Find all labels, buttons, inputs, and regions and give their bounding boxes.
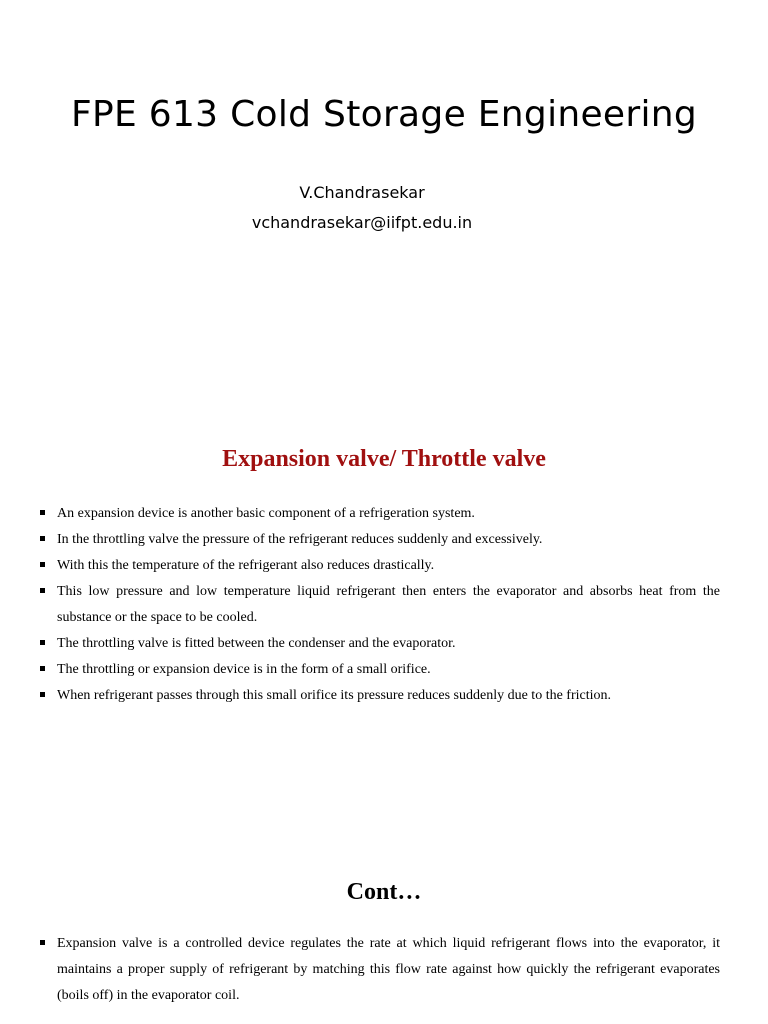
list-item: [40, 931, 720, 1009]
bullet-text: In the throttling valve the pressure of the refrigerant reduces suddenly and excessively.: [57, 532, 543, 547]
square-bullet-icon: [40, 588, 45, 593]
bullet-list: [40, 931, 720, 1009]
list-item: [40, 527, 720, 553]
square-bullet-icon: [40, 940, 45, 945]
bullet-text: The throttling or expansion device is in the form of a small orifice.: [57, 662, 431, 677]
bullet-text: This low pressure and low temperature liquid refrigerant then enters the evaporator and absorbs heat from the substance or the space to be cooled.: [57, 584, 720, 625]
page-title: FPE 613 Cold Storage Engineering: [70, 94, 698, 135]
title-slide: [0, 0, 768, 400]
list-item: [40, 683, 720, 709]
list-item: [40, 657, 720, 683]
author-block: [0, 178, 724, 238]
cont-slide: [0, 860, 768, 1024]
author-email: vchandrasekar@iifpt.edu.in: [251, 213, 473, 232]
bullet-text: Expansion valve is a controlled device regulates the rate at which liquid refrigerant flows into the evaporator, it maintains a proper supply of refrigerant by matching this flow rate against how quickly the refrigerant evaporates (boils off) in the evaporator coil.: [57, 936, 720, 1003]
author-name: V.Chandrasekar: [299, 183, 425, 202]
expansion-valve-slide: [0, 430, 768, 730]
list-item: [40, 501, 720, 527]
square-bullet-icon: [40, 562, 45, 567]
bullet-text: With this the temperature of the refrigerant also reduces drastically.: [57, 558, 435, 573]
square-bullet-icon: [40, 510, 45, 515]
list-item: [40, 631, 720, 657]
bullet-list: [40, 501, 720, 709]
bullet-text: The throttling valve is fitted between the condenser and the evaporator.: [57, 636, 456, 651]
square-bullet-icon: [40, 536, 45, 541]
list-item: [40, 553, 720, 579]
bullet-text: An expansion device is another basic component of a refrigeration system.: [57, 506, 475, 521]
bullet-text: When refrigerant passes through this small orifice its pressure reduces suddenly due to the friction.: [57, 688, 612, 703]
square-bullet-icon: [40, 666, 45, 671]
square-bullet-icon: [40, 692, 45, 697]
list-item: [40, 579, 720, 631]
square-bullet-icon: [40, 640, 45, 645]
slide-heading: Cont…: [346, 879, 422, 905]
slide-heading: Expansion valve/ Throttle valve: [222, 446, 546, 472]
